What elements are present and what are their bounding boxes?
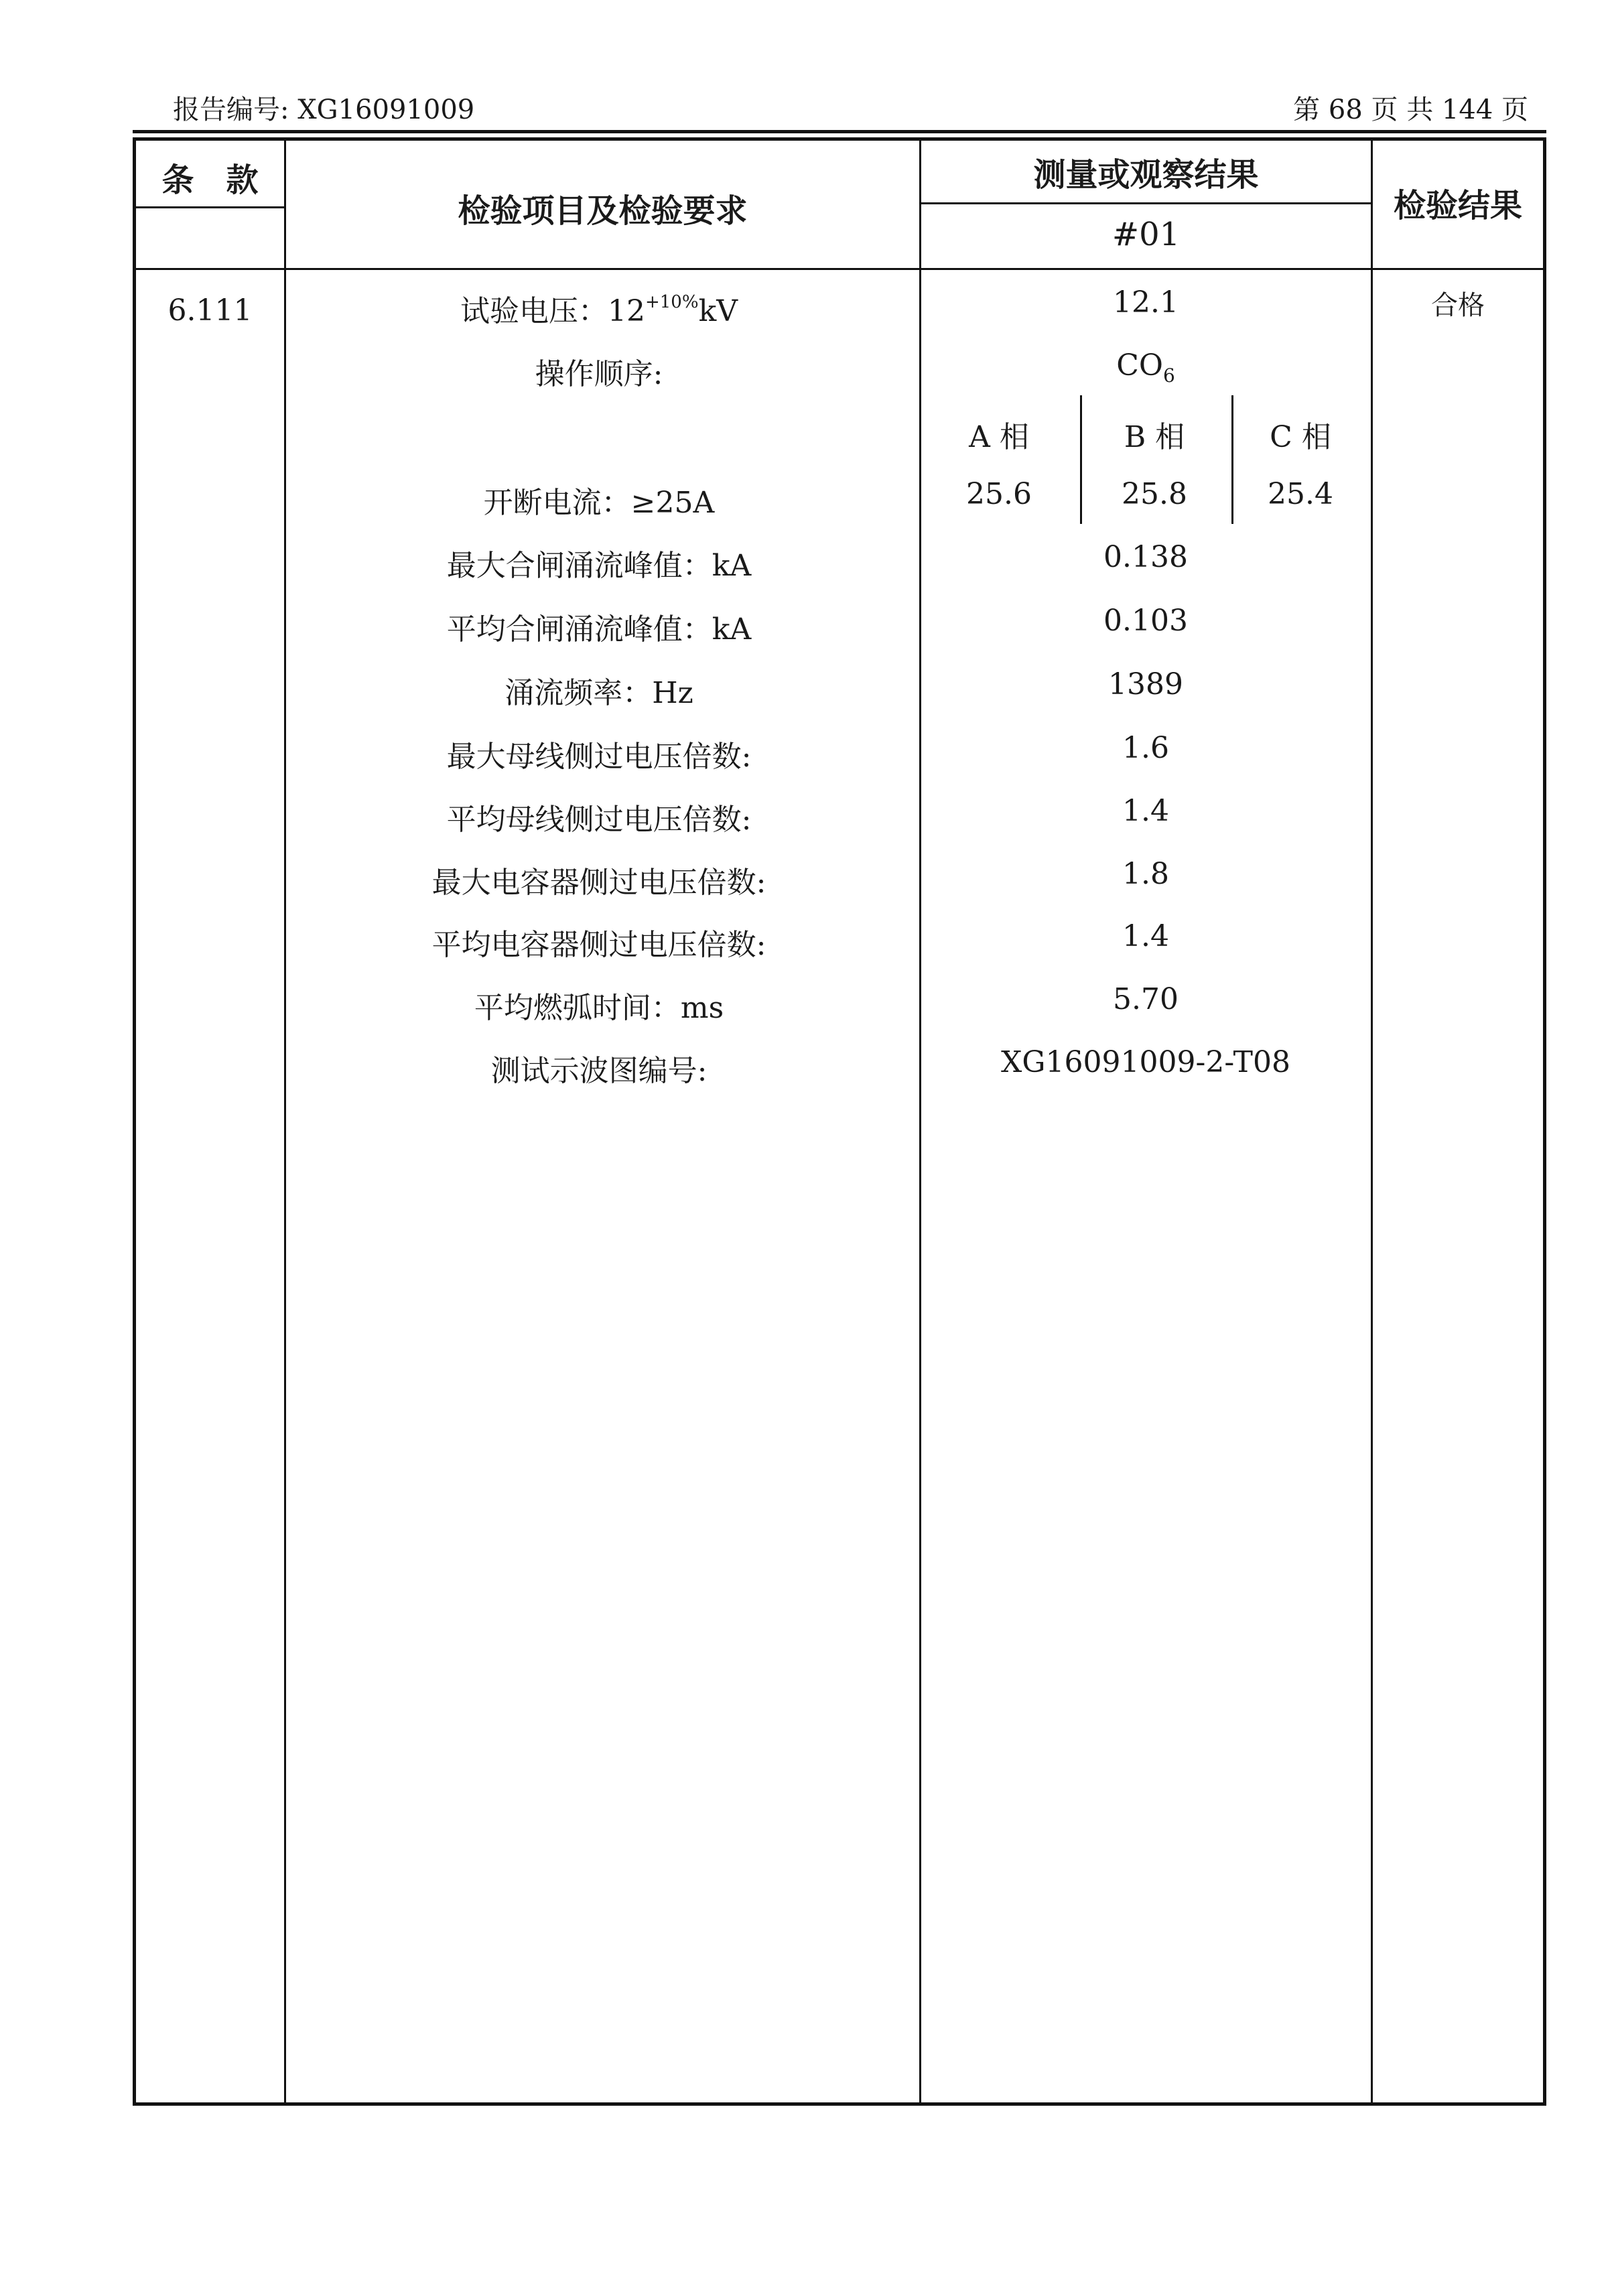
clause-number: 6.111 — [167, 293, 253, 328]
operation-sequence-label: 操作顺序: — [535, 357, 663, 391]
operation-sequence-value: $CO_6$ — [1116, 348, 1175, 387]
row-value: 1.6 — [1122, 731, 1169, 765]
phase-c-header: C 相 — [1270, 420, 1331, 454]
row-label: 平均合闸涌流峰值：kA — [446, 612, 752, 647]
phase-a-header: A 相 — [969, 420, 1029, 454]
row-label: 平均电容器侧过电压倍数: — [431, 928, 766, 962]
measure-header-rule — [919, 202, 1371, 204]
clause-header-rule — [136, 206, 284, 208]
row-value: 0.103 — [1103, 604, 1188, 638]
report-number: 报告编号: XG16091009 — [173, 94, 475, 125]
phase-c-value: 25.4 — [1268, 477, 1333, 511]
header-sample: #01 — [1112, 216, 1181, 253]
row-value: 1.8 — [1122, 857, 1169, 891]
row-label: 平均母线侧过电压倍数: — [446, 803, 752, 837]
test-voltage-value: 12.1 — [1113, 285, 1179, 320]
row-label: 最大电容器侧过电压倍数: — [431, 866, 766, 900]
row-label: 最大母线侧过电压倍数: — [446, 740, 752, 774]
header-result: 检验结果 — [1393, 187, 1522, 224]
breaking-current-label: 开断电流：≥25A — [483, 486, 715, 520]
phase-a-value: 25.6 — [966, 477, 1032, 511]
row-label: 测试示波图编号: — [490, 1054, 708, 1088]
row-label: 最大合闸涌流峰值：kA — [446, 549, 752, 583]
test-voltage-label: 试验电压：$12^{+10\%}kV$ — [460, 292, 738, 328]
row-label: 平均燃弧时间：ms — [474, 991, 724, 1025]
verdict: 合格 — [1431, 290, 1485, 321]
row-label: 涌流频率：Hz — [505, 676, 693, 710]
row-value: 1.4 — [1122, 794, 1169, 828]
row-value: 1.4 — [1122, 919, 1169, 953]
header-bottom-rule — [136, 268, 1543, 270]
phase-b-value: 25.8 — [1122, 477, 1187, 511]
oscillogram-number: XG16091009-2-T08 — [1001, 1045, 1290, 1079]
header-clause: 条 款 — [161, 161, 259, 199]
page-number: 第 68 页 共 144 页 — [1293, 94, 1528, 125]
divider-clause — [284, 141, 286, 2104]
divider-item — [919, 141, 921, 2104]
phase-b-header: B 相 — [1124, 420, 1185, 454]
row-value: 5.70 — [1113, 982, 1179, 1016]
header-item: 检验项目及检验要求 — [458, 192, 748, 230]
header-measure: 测量或观察结果 — [1033, 156, 1259, 194]
header-rule — [133, 130, 1546, 133]
row-value: 0.138 — [1103, 540, 1188, 574]
row-value: 1389 — [1108, 667, 1183, 701]
